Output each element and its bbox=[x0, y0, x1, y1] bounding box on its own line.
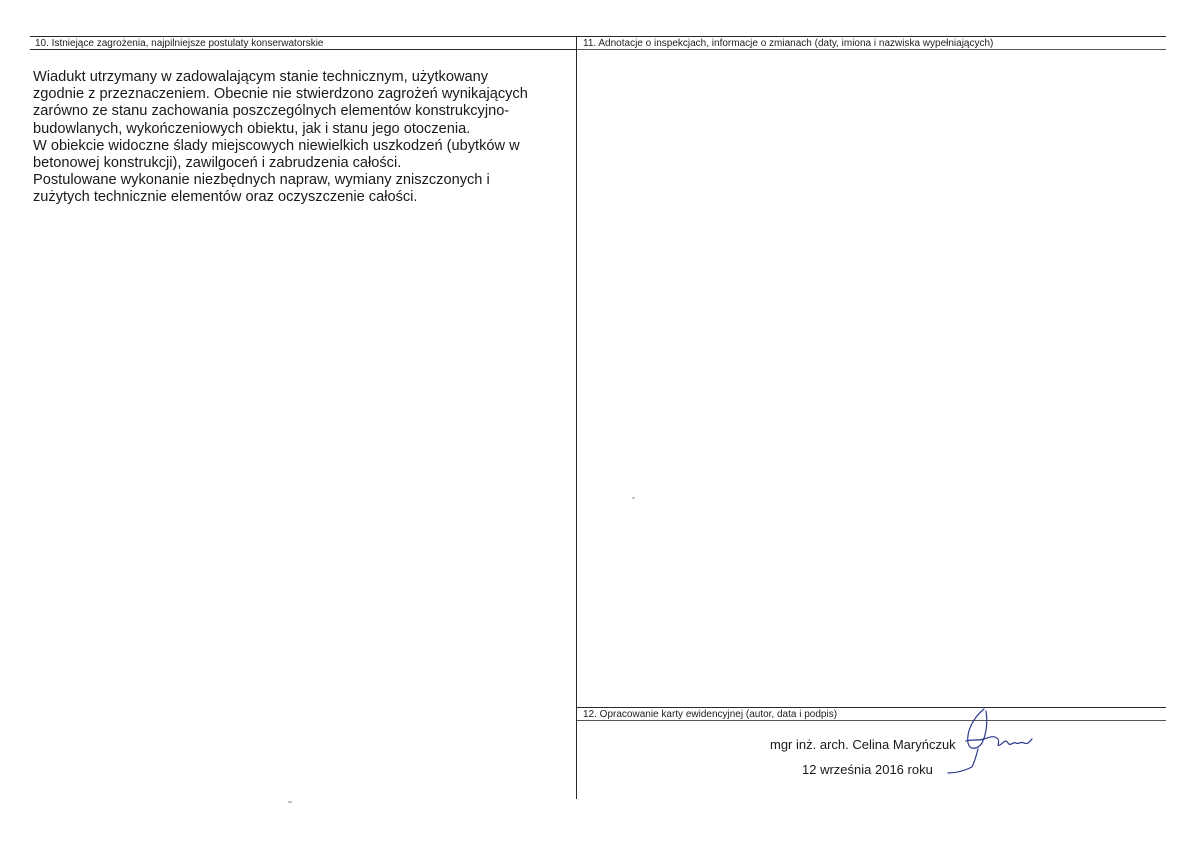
section12-top-rule bbox=[577, 707, 1166, 708]
author-name: mgr inż. arch. Celina Maryńczuk bbox=[770, 737, 956, 752]
section10-line: budowlanych, wykończeniowych obiektu, jak i stanu jego otoczenia. bbox=[33, 120, 471, 137]
section10-line: zgodnie z przeznaczeniem. Obecnie nie stwierdzono zagrożeń wynikających bbox=[33, 86, 528, 103]
handwritten-signature-icon bbox=[944, 705, 1034, 775]
scan-speck bbox=[632, 497, 635, 499]
section10-line: Postulowane wykonanie niezbędnych napraw, wymiany zniszczonych i bbox=[33, 172, 490, 189]
section11-header: 11. Adnotacje o inspekcjach, informacje o zmianach (daty, imiona i nazwiska wypełniających) bbox=[583, 38, 994, 49]
author-date: 12 września 2016 roku bbox=[802, 762, 933, 777]
section10-line: betonowej konstrukcji), zawilgoceń i zabrudzenia całości. bbox=[33, 155, 402, 172]
section12-header: 12. Opracowanie karty ewidencyjnej (autor, data i podpis) bbox=[583, 709, 838, 720]
section10-body bbox=[33, 69, 573, 207]
top-rule bbox=[30, 36, 1166, 37]
column-divider bbox=[576, 36, 577, 799]
section10-line: zarówno ze stanu zachowania poszczególnych elementów konstrukcyjno- bbox=[33, 103, 510, 120]
section10-line: Wiadukt utrzymany w zadowalającym stanie technicznym, użytkowany bbox=[33, 69, 489, 85]
section10-header: 10. Istniejące zagrożenia, najpilniejsze postulaty konserwatorskie bbox=[35, 38, 324, 49]
section10-line: W obiekcie widoczne ślady miejscowych niewielkich uszkodzeń (ubytków w bbox=[33, 137, 520, 154]
scan-speck bbox=[288, 801, 292, 803]
section10-line: zużytych technicznie elementów oraz oczyszczenie całości. bbox=[33, 189, 418, 206]
